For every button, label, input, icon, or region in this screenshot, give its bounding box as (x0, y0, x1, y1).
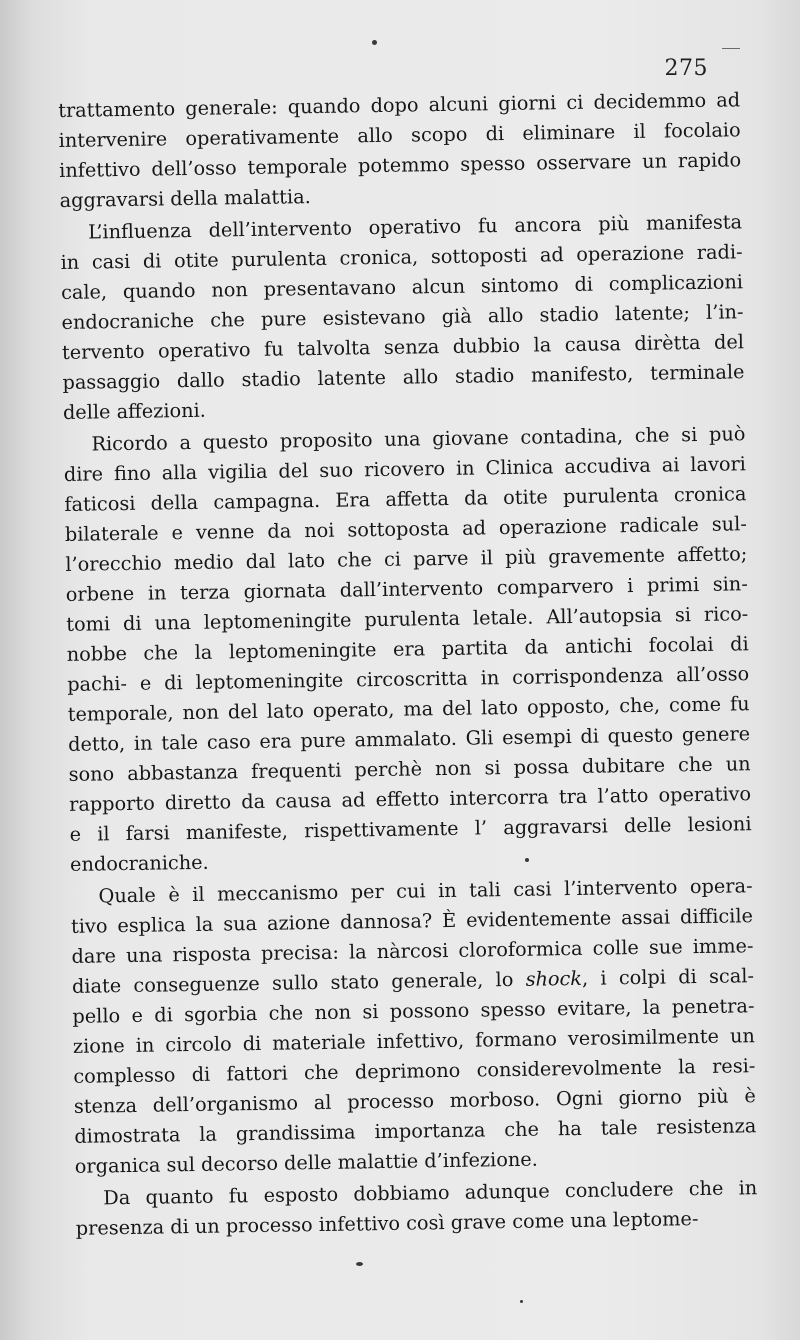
text-line: delle affezioni. (62, 398, 207, 424)
ink-speck (356, 1262, 363, 1266)
text-line: passaggio dallo stadio latente allo stadio manifesto, terminale (62, 360, 745, 394)
text-line: zione in circolo di materiale infettivo, formano verosimilmente un (72, 1024, 756, 1058)
text-line: detto, in tale caso era pure ammalato. Gli esempi di questo genere (68, 722, 751, 756)
text-line: dire fino alla vigilia del suo ricovero in Clinica accudiva ai lavori (63, 452, 747, 486)
text-line: bilaterale e venne da noi sottoposta ad operazione radicale sul- (64, 512, 747, 546)
body-text (58, 85, 758, 1246)
page-corner-mark (722, 48, 740, 49)
text-line: e il farsi manifeste, rispettivamente l’ aggravarsi delle lesioni (69, 812, 752, 846)
text-line: temporale, non del lato operato, ma del lato opposto, che, come fu (67, 692, 750, 726)
paragraph (70, 871, 757, 1182)
text-line: nobbe che la leptomeningite era partita da antichi focolai di (66, 632, 749, 666)
text-line: organica sul decorso delle malattie d’infezione. (74, 1147, 539, 1178)
text-line: aggravarsi della malattia. (59, 185, 311, 212)
text-line: pachi- e di leptomeningite circoscritta in corrispondenza all’osso (67, 662, 750, 696)
text-line: trattamento generale: quando dopo alcuni giorni ci decidemmo ad (58, 88, 741, 122)
text-line: tomi di una leptomeningite purulenta letale. All’autopsia si rico- (66, 602, 749, 636)
text-line: infettivo dell’osso temporale potemmo spesso osservare un rapido (58, 148, 742, 182)
text-line: l’orecchio medio dal lato che ci parve il più gravemente affetto; (65, 542, 748, 576)
text-line: cale, quando non presentavano alcun sintomo di complicazioni (60, 270, 744, 304)
ink-speck (372, 40, 377, 45)
text-line: diate conseguenze sullo stato generale, lo shock, i colpi di scal- (71, 964, 755, 998)
text-line: tervento operativo fu talvolta senza dubbio la causa dirètta del (61, 330, 745, 364)
paragraph (75, 1173, 758, 1244)
ink-speck (525, 858, 529, 862)
text-line: orbene in terza giornata dall’intervento comparvero i primi sin- (65, 572, 748, 606)
text-line: Ricordo a questo proposito una giovane contadina, che si può (91, 422, 746, 456)
text-line: faticosi della campagna. Era affetta da otite purulenta cronica (64, 482, 747, 516)
text-line: dare una risposta precisa: la nàrcosi cloroformica colle sue imme- (71, 934, 754, 968)
text-line: presenza di un processo infettivo così grave come una leptome- (75, 1207, 699, 1240)
text-line: pello e di sgorbia che non si possono spesso evitare, la penetra- (72, 994, 755, 1028)
text-line: in casi di otite purulenta cronica, sottoposti ad operazione radi- (60, 240, 743, 274)
text-line: endocraniche. (69, 850, 209, 876)
text-line: endocraniche che pure esistevano già allo stadio latente; l’in- (61, 300, 744, 334)
text-line: sono abbastanza frequenti perchè non si possa dubitare che un (68, 752, 751, 786)
text-line: Da quanto fu esposto dobbiamo adunque concludere che in (103, 1176, 758, 1210)
text-line: Quale è il meccanismo per cui in tali casi l’intervento opera- (98, 874, 753, 908)
paragraph (60, 207, 745, 428)
paragraph (63, 419, 752, 880)
paragraph (58, 85, 742, 216)
text-line: complesso di fattori che deprimono considerevolmente la resi- (73, 1054, 756, 1088)
text-line: tivo esplica la sua azione dannosa? È evidentemente assai difficile (70, 904, 754, 938)
text-line: L’influenza dell’intervento operativo fu ancora più manifesta (87, 210, 743, 244)
ink-speck (520, 1300, 523, 1303)
text-line: rapporto diretto da causa ad effetto intercorra tra l’atto operativo (68, 782, 752, 816)
text-line: stenza dell’organismo al processo morboso. Ogni giorno più è (73, 1084, 756, 1118)
text-line: intervenire operativamente allo scopo di eliminare il focolaio (58, 118, 741, 152)
page-number: 275 (664, 56, 708, 81)
text-line: dimostrata la grandissima importanza che ha tale resistenza (74, 1114, 757, 1148)
